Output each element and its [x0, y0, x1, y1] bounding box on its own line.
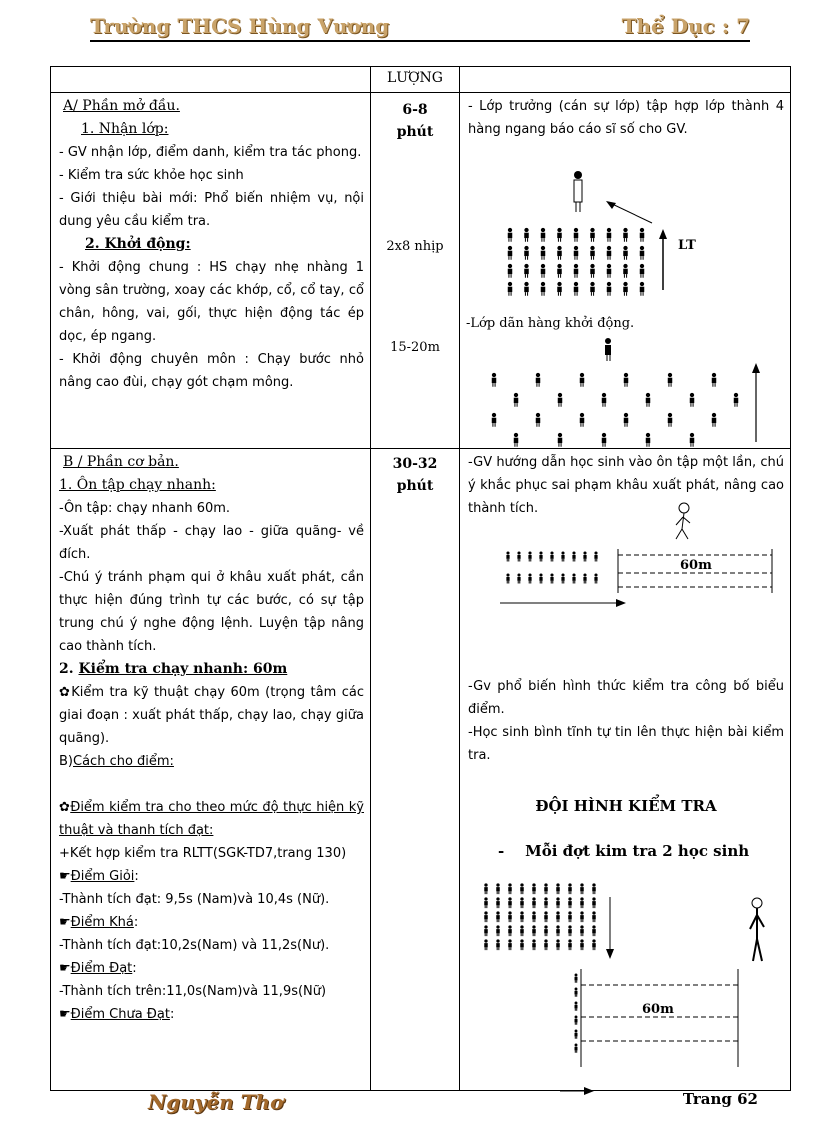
student-figure	[646, 393, 651, 407]
students-rows	[508, 228, 645, 296]
cach-prefix: B)	[59, 754, 73, 769]
student-figure	[590, 282, 595, 296]
student-figure	[556, 939, 560, 950]
student-figure	[544, 939, 548, 950]
student-figure	[640, 264, 645, 278]
section-b-right1: -GV hướng dẫn học sinh vào ôn tập một lần, chú ý khắc phục sai phạm khâu xuất phát, nâng cao thành tích.	[468, 455, 784, 516]
formation-dash: -	[498, 842, 505, 860]
student-figure	[508, 939, 512, 950]
bullet2: Điểm kiểm tra cho theo mức độ thực hiện kỹ thuật và thanh tích đạt:	[59, 800, 364, 838]
student-figure	[575, 1016, 578, 1025]
grade-label: Điểm Giỏi	[70, 869, 135, 884]
section-a-time3: 15-20m	[390, 340, 440, 355]
section-b-right2: -Gv phổ biến hình thức kiểm tra công bố biểu điểm.	[468, 679, 784, 717]
student-figure	[607, 228, 612, 242]
student-figure	[484, 897, 488, 908]
header-rule	[90, 40, 750, 42]
section-b-right3: -Học sinh bình tĩnh tự tin lên thực hiện bài kiểm tra.	[468, 725, 784, 763]
student-figure	[557, 246, 562, 260]
student-figure	[539, 573, 542, 583]
student-figure	[556, 897, 560, 908]
student-figure	[590, 228, 595, 242]
student-figure	[580, 897, 584, 908]
student-figure	[580, 939, 584, 950]
student-figure	[574, 264, 579, 278]
student-figure	[508, 925, 512, 936]
student-figure	[544, 897, 548, 908]
section-a-row	[51, 93, 791, 449]
student-figure	[690, 433, 695, 447]
pointing-hand-icon: ☛	[59, 915, 71, 930]
student-figure	[496, 911, 500, 922]
student-figure	[536, 373, 541, 387]
student-figure	[556, 925, 560, 936]
student-figure	[574, 282, 579, 296]
section-b-line: -Chú ý tránh phạm qui ở khâu xuất phát, cần thực hiện đúng trình tự các bước, có sự tập trung chú ý nghe động lệnh. Luyện tập nâng cao thành tích.	[59, 570, 364, 654]
student-figure	[592, 939, 596, 950]
student-figure	[558, 393, 563, 407]
student-figure	[496, 939, 500, 950]
student-figure	[592, 911, 596, 922]
section-a-title: A/ Phần mở đầu.	[63, 98, 180, 114]
student-figure	[517, 551, 520, 561]
student-figure	[557, 228, 562, 242]
student-figure	[561, 551, 564, 561]
track-label-1: 60m	[680, 558, 712, 573]
student-figure	[580, 413, 585, 427]
student-figure	[607, 246, 612, 260]
student-figure	[541, 264, 546, 278]
student-figure	[607, 264, 612, 278]
student-figure	[492, 413, 497, 427]
student-figure	[590, 246, 595, 260]
section-a-line: - GV nhận lớp, điểm danh, kiểm tra tác phong.	[59, 145, 362, 160]
student-figure	[528, 551, 531, 561]
student-figure	[520, 897, 524, 908]
student-figure	[532, 897, 536, 908]
student-figure	[520, 883, 524, 894]
section-a-time1: 6-8	[402, 102, 428, 118]
student-figure	[590, 264, 595, 278]
formation-sub: Mỗi đợt kim tra 2 học sinh	[525, 842, 750, 860]
grade-label: Điểm Đạt	[70, 961, 133, 976]
section-a-right1: - Lớp trưởng (cán sự lớp) tập hợp lớp thành 4 hàng ngang báo cáo sĩ số cho GV.	[468, 99, 784, 137]
student-figure	[646, 433, 651, 447]
student-figure	[496, 925, 500, 936]
student-figure	[690, 393, 695, 407]
student-figure	[520, 925, 524, 936]
student-figure	[536, 413, 541, 427]
student-figure	[508, 911, 512, 922]
cach-label: Cách cho điểm:	[73, 754, 174, 769]
table-header-row	[51, 67, 791, 93]
formation-diagram-a	[460, 147, 780, 447]
student-figure	[558, 433, 563, 447]
student-figure	[508, 282, 513, 296]
lesson-table	[50, 66, 791, 1091]
student-figure	[624, 413, 629, 427]
student-figure	[594, 551, 597, 561]
section-b-time	[371, 449, 460, 1091]
student-figure	[607, 282, 612, 296]
grade-label: Điểm Khá	[70, 915, 134, 930]
lt-label: LT	[678, 238, 696, 253]
student-figure	[532, 939, 536, 950]
section-a-time1-unit: phút	[396, 124, 434, 140]
bullet1: Kiểm tra kỹ thuật chạy 60m (trọng tâm các giai đoạn : xuất phát thấp, chạy lao, chạy giữa quãng).	[59, 685, 364, 746]
section-b-row	[51, 449, 791, 1091]
section-a-right2: -Lớp dãn hàng khởi động.	[466, 316, 635, 331]
student-figure	[541, 228, 546, 242]
section-a-time2: 2x8 nhịp	[386, 239, 444, 254]
student-figure	[640, 246, 645, 260]
student-figure	[561, 573, 564, 583]
student-figure	[557, 282, 562, 296]
student-figure	[496, 883, 500, 894]
student-figure	[520, 939, 524, 950]
student-figure	[592, 883, 596, 894]
teacher-figure	[574, 171, 582, 212]
student-figure	[575, 974, 578, 983]
grade-text: -Thành tích đạt: 9,5s (Nam)và 10,4s (Nữ).	[59, 892, 330, 907]
student-figure	[532, 911, 536, 922]
student-figure	[568, 911, 572, 922]
student-figure	[572, 573, 575, 583]
student-figure	[517, 573, 520, 583]
student-figure	[514, 433, 519, 447]
student-figure	[508, 246, 513, 260]
report-arrow	[608, 202, 652, 223]
student-figure	[524, 228, 529, 242]
student-figure	[623, 246, 628, 260]
signature: Nguyễn Thơ	[148, 1090, 284, 1114]
student-figure	[583, 573, 586, 583]
student-figure	[524, 246, 529, 260]
student-figure	[668, 413, 673, 427]
student-figure	[532, 883, 536, 894]
student-figure	[580, 911, 584, 922]
student-figure	[568, 883, 572, 894]
track-diagram-1	[460, 499, 780, 609]
student-figure	[541, 282, 546, 296]
student-figure	[712, 413, 717, 427]
header-cell-luong: LƯỢNG	[371, 67, 460, 93]
student-figure	[592, 925, 596, 936]
student-figure	[624, 373, 629, 387]
flower-icon: ✿	[59, 685, 72, 700]
section-b-sub2: Kiểm tra chạy nhanh: 60m	[78, 661, 288, 677]
pointing-hand-icon: ☛	[59, 869, 71, 884]
student-figure	[592, 897, 596, 908]
section-b-method	[460, 449, 791, 1091]
student-figure	[640, 228, 645, 242]
student-figure	[508, 897, 512, 908]
student-figure	[550, 573, 553, 583]
student-figure	[580, 883, 584, 894]
student-figure	[575, 1044, 578, 1053]
student-figure	[541, 246, 546, 260]
student-figure	[623, 264, 628, 278]
formation-title: ĐỘI HÌNH KIỂM TRA	[535, 797, 717, 815]
section-b-time1-unit: phút	[396, 478, 434, 494]
student-figure	[520, 911, 524, 922]
student-figure	[575, 1002, 578, 1011]
pointing-hand-icon: ☛	[59, 961, 71, 976]
grade-text: -Thành tích đạt:10,2s(Nam) và 11,2s(Nư).	[59, 938, 330, 953]
student-figure	[574, 246, 579, 260]
student-figure	[506, 573, 509, 583]
student-figure	[508, 228, 513, 242]
student-figure	[623, 228, 628, 242]
student-figure	[734, 393, 739, 407]
section-b-time1: 30-32	[392, 456, 438, 472]
student-figure	[514, 393, 519, 407]
student-figure	[668, 373, 673, 387]
track-diagram-2	[460, 881, 780, 1101]
section-a-sub2: 2. Khởi động:	[85, 236, 191, 252]
warmup-formation	[492, 373, 739, 447]
section-a-line: - Kiểm tra sức khỏe học sinh	[59, 168, 244, 183]
student-figure	[508, 883, 512, 894]
student-figure	[712, 373, 717, 387]
student-figure	[539, 551, 542, 561]
student-figure	[602, 393, 607, 407]
runner-figure	[676, 503, 690, 539]
section-a-time	[371, 93, 460, 449]
student-figure	[528, 573, 531, 583]
student-figure	[594, 573, 597, 583]
student-figure	[575, 988, 578, 997]
track-label-2: 60m	[642, 1002, 674, 1017]
leader-figure	[605, 338, 611, 361]
grade-label: Điểm Chưa Đạt	[70, 1007, 170, 1022]
section-b-content: B / Phần cơ bản. 1. Ôn tập chạy nhanh: -Ôn tập: chạy nhanh 60m. -Xuất phát thấp - chạy lao - giữa quãng- về đích. -Chú ý tránh phạm qui ở khâu xuất phát, cần thực hiện đúng trình tự các bước, có sự tập trung chú ý nghe động lệnh. Luyện tập nâng cao thành tích. 2. Kiểm tra chạy nhanh: 60m ✿Kiểm tra kỹ thuật chạy 60m (trọng tâm các giai đoạn : xuất phát thấp, chạy lao, chạy giữa quãng). B)Cách cho điểm: ✿Điểm kiểm tra cho theo mức độ thực hiện kỹ thuật và thanh tích đạt: +Kết hợp kiểm tra RLTT(SGK-TD7,trang 130) ☛Điểm Giỏi: -Thành tích đạt: 9,5s (Nam)và 10,4s (Nữ). ☛Điểm Khá: -Thành tích đạt:10,2s(Nam) và 11,2s(Nư). ☛Điểm Đạt: -Thành tích trên:11,0s(Nam)và 11,9s(Nữ) ☛Điểm Chưa Đạt:	[51, 449, 371, 1091]
students-block	[484, 883, 596, 950]
student-figure	[544, 911, 548, 922]
student-figure	[572, 551, 575, 561]
section-b-sub1: 1. Ôn tập chạy nhanh:	[59, 477, 216, 493]
section-a-line: - Khởi động chuyên môn : Chạy bước nhỏ nâng cao đùi, chạy gót chạm mông.	[59, 352, 364, 390]
student-figure	[568, 939, 572, 950]
section-b-title: B / Phần cơ bản.	[63, 454, 179, 470]
student-figure	[496, 897, 500, 908]
student-figure	[544, 925, 548, 936]
subject-header: Thể Dục : 7	[621, 14, 750, 38]
grade-text: -Thành tích trên:11,0s(Nam)và 11,9s(Nữ)	[59, 984, 327, 999]
student-figure	[575, 1030, 578, 1039]
student-figure	[550, 551, 553, 561]
student-figure	[568, 897, 572, 908]
pointing-hand-icon: ☛	[59, 1007, 71, 1022]
student-figure	[508, 264, 513, 278]
student-figure	[623, 282, 628, 296]
student-figure	[544, 883, 548, 894]
student-figure	[506, 551, 509, 561]
section-b-line: -Ôn tập: chạy nhanh 60m.	[59, 501, 231, 516]
student-figure	[484, 911, 488, 922]
section-a-line: - Khởi động chung : HS chạy nhẹ nhàng 1 vòng sân trường, xoay các khớp, cổ, cổ tay, cổ chân, hông, vai, gối, thực hiện động tác ép dọc, ép ngang.	[59, 260, 364, 344]
student-figure	[556, 883, 560, 894]
section-a-method	[460, 93, 791, 449]
section-a-line: - Giới thiệu bài mới: Phổ biến nhiệm vụ, nội dung yêu cầu kiểm tra.	[59, 191, 364, 229]
student-figure	[556, 911, 560, 922]
examiner-figure	[750, 898, 764, 961]
student-figure	[580, 925, 584, 936]
runners-column	[575, 974, 578, 1053]
student-figure	[484, 925, 488, 936]
section-b-sub2-num: 2.	[59, 661, 74, 677]
student-figure	[492, 373, 497, 387]
student-figure	[557, 264, 562, 278]
student-figure	[524, 282, 529, 296]
section-b-line: -Xuất phát thấp - chạy lao - giữa quãng- về đích.	[59, 524, 364, 562]
student-figure	[484, 939, 488, 950]
ket-hop: +Kết hợp kiểm tra RLTT(SGK-TD7,trang 130)	[59, 846, 347, 861]
student-figure	[532, 925, 536, 936]
section-a-content	[51, 93, 371, 449]
school-header: Trường THCS Hùng Vương	[90, 14, 390, 38]
student-figure	[580, 373, 585, 387]
student-figure	[602, 433, 607, 447]
runners-lineup	[506, 551, 597, 583]
student-figure	[484, 883, 488, 894]
header-cell-method	[460, 67, 791, 93]
header-cell-content	[51, 67, 371, 93]
section-a-sub1: 1. Nhận lớp:	[81, 121, 169, 137]
student-figure	[568, 925, 572, 936]
student-figure	[574, 228, 579, 242]
page-number: Trang 62	[682, 1090, 758, 1108]
student-figure	[640, 282, 645, 296]
student-figure	[524, 264, 529, 278]
flower-icon: ✿	[59, 800, 71, 815]
student-figure	[583, 551, 586, 561]
